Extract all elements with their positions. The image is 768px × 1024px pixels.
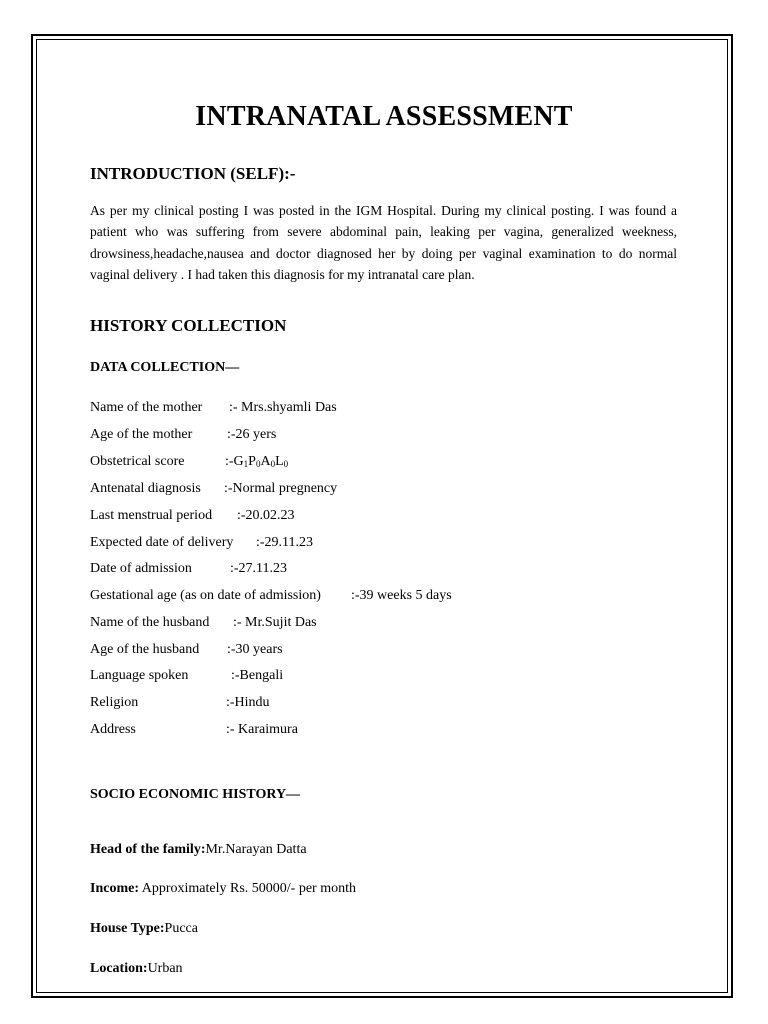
field-value: :-39 weeks 5 days (351, 588, 452, 603)
data-row-language (90, 667, 284, 685)
document-title: INTRANATAL ASSESSMENT (195, 101, 573, 132)
field-value: :-29.11.23 (256, 535, 314, 550)
field-value: :-30 years (227, 642, 283, 657)
field-label: Age of the mother (90, 427, 193, 442)
data-row-mother-name (90, 399, 337, 417)
socio-row-house-type (90, 920, 198, 938)
socio-key: Head of the family: (90, 842, 206, 857)
data-row-lmp (90, 507, 295, 525)
data-row-religion (90, 694, 270, 712)
data-row-address (90, 721, 298, 739)
field-value: :- Mr.Sujit Das (233, 615, 317, 630)
field-value: :-20.02.23 (237, 508, 295, 523)
data-row-antenatal-diagnosis (90, 480, 338, 498)
data-row-gestational-age (90, 587, 452, 605)
field-value: :- Karaimura (226, 722, 298, 737)
data-row-mother-age (90, 426, 277, 444)
field-value: :-Normal pregnency (224, 481, 338, 496)
socio-key: House Type: (90, 921, 165, 936)
field-label: Last menstrual period (90, 508, 213, 523)
history-collection-heading: HISTORY COLLECTION (90, 316, 287, 335)
socio-row-income (90, 880, 356, 898)
socio-key: Income: (90, 881, 139, 896)
field-label: Religion (90, 695, 139, 710)
data-row-husband-name (90, 614, 317, 632)
data-row-obstetrical-score (90, 453, 289, 471)
socio-value: Urban (147, 961, 183, 976)
field-label: Name of the mother (90, 400, 203, 415)
introduction-paragraph: As per my clinical posting I was posted in the IGM Hospital. During my clinical posting. I was found a patient who was suffering from severe abdominal pain, leaking per vagina, generalized weekness, drowsiness,headache,nausea and doctor diagnosed her by doing per vaginal examination to do normal vaginal delivery . I had taken this diagnosis for my intranatal care plan. (90, 203, 677, 282)
field-label: Obstetrical score (90, 454, 185, 469)
field-value: :-Bengali (231, 668, 284, 683)
field-value: :-27.11.23 (230, 561, 288, 576)
field-label: Date of admission (90, 561, 192, 576)
data-row-edd (90, 534, 314, 552)
socio-key: Location: (90, 961, 148, 976)
data-row-husband-age (90, 641, 283, 659)
field-label: Language spoken (90, 668, 189, 683)
field-label: Expected date of delivery (90, 535, 234, 550)
introduction-heading: INTRODUCTION (SELF):- (90, 164, 296, 183)
socio-row-location (90, 960, 183, 978)
field-value: :-26 yers (227, 427, 277, 442)
field-value: :- Mrs.shyamli Das (229, 400, 337, 415)
socio-value: Mr.Narayan Datta (205, 842, 307, 857)
field-label: Antenatal diagnosis (90, 481, 201, 496)
data-row-admission-date (90, 560, 288, 578)
field-value: $:-G_1P_0A_0L_0$ (225, 454, 289, 469)
field-label: Age of the husband (90, 642, 200, 657)
field-label: Name of the husband (90, 615, 210, 630)
field-label: Gestational age (as on date of admission) (90, 588, 321, 603)
socio-row-head-of-family (90, 841, 307, 859)
socio-value: Pucca (164, 921, 198, 936)
data-collection-heading: DATA COLLECTION— (90, 360, 240, 375)
field-label: Address (90, 722, 136, 737)
socio-economic-heading: SOCIO ECONOMIC HISTORY— (90, 787, 301, 802)
socio-value: Approximately Rs. 50000/- per month (139, 881, 356, 896)
field-value: :-Hindu (226, 695, 270, 710)
